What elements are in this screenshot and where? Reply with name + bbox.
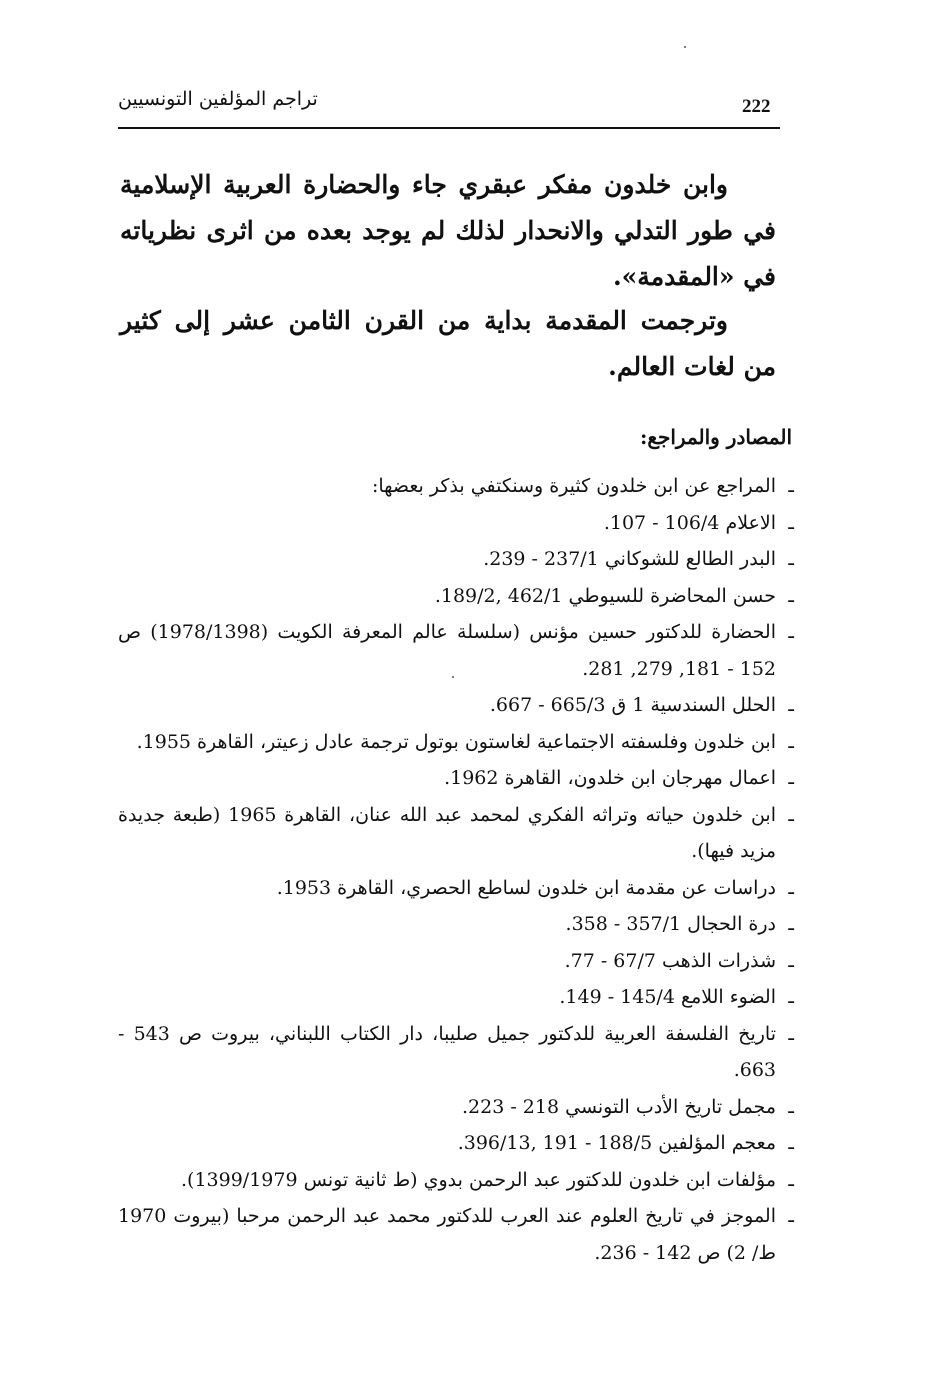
- reference-item: ـ المراجع عن ابن خلدون كثيرة وسنكتفي بذكر بعضها:: [118, 468, 794, 505]
- reference-item: ـ معجم المؤلفين 188/5 - 191 ,396/13.: [118, 1125, 794, 1162]
- reference-item: ـ ابن خلدون وفلسفته الاجتماعية لغاستون بوتول ترجمة عادل زعيتر، القاهرة 1955.: [118, 724, 794, 761]
- reference-item: ـ تاريخ الفلسفة العربية للدكتور جميل صليبا، دار الكتاب اللبناني، بيروت ص 543 - 663.: [118, 1016, 794, 1089]
- page-number: 222: [742, 96, 771, 117]
- sources-heading: المصادر والمراجع:: [639, 425, 792, 449]
- reference-item: ـ مؤلفات ابن خلدون للدكتور عبد الرحمن بدوي (ط ثانية تونس 1399/1979).: [118, 1162, 794, 1199]
- reference-item: ـ الحضارة للدكتور حسين مؤنس (سلسلة عالم المعرفة الكويت (1978/1398) ص 152 - 181, 279, 281.: [118, 614, 794, 687]
- header-rule: [118, 127, 780, 129]
- reference-item: ـ الاعلام 106/4 - 107.: [118, 505, 794, 542]
- scan-speck: [684, 46, 686, 48]
- reference-item: ـ شذرات الذهب 67/7 - 77.: [118, 943, 794, 980]
- scan-speck: [452, 676, 454, 678]
- reference-item: ـ الضوء اللامع 145/4 - 149.: [118, 979, 794, 1016]
- reference-item: ـ اعمال مهرجان ابن خلدون، القاهرة 1962.: [118, 760, 794, 797]
- reference-item: ـ مجمل تاريخ الأدب التونسي 218 - 223.: [118, 1089, 794, 1126]
- reference-item: ـ ابن خلدون حياته وتراثه الفكري لمحمد عبد الله عنان، القاهرة 1965 (طبعة جديدة مزيد فيها).: [118, 797, 794, 870]
- reference-item: ـ درة الحجال 357/1 - 358.: [118, 906, 794, 943]
- running-title: تراجم المؤلفين التونسيين: [118, 88, 318, 110]
- references-list: [118, 468, 794, 1271]
- body-paragraph-1: وابن خلدون مفكر عبقري جاء والحضارة العربية الإسلامية في طور التدلي والانحدار لذلك لم يوجد بعده من اثرى نظرياته في «المقدمة».: [120, 170, 776, 291]
- reference-item: ـ البدر الطالع للشوكاني 237/1 - 239.: [118, 541, 794, 578]
- reference-item: ـ حسن المحاضرة للسيوطي 462/1 ,189/2.: [118, 578, 794, 615]
- reference-item: ـ دراسات عن مقدمة ابن خلدون لساطع الحصري، القاهرة 1953.: [118, 870, 794, 907]
- body-paragraph-2: وترجمت المقدمة بداية من القرن الثامن عشر إلى كثير من لغات العالم.: [120, 306, 776, 381]
- reference-item: ـ الموجز في تاريخ العلوم عند العرب للدكتور محمد عبد الرحمن مرحبا (بيروت 1970 ط/ 2) ص 142 - 236.: [118, 1198, 794, 1271]
- reference-item: ـ الحلل السندسية 1 ق 665/3 - 667.: [118, 687, 794, 724]
